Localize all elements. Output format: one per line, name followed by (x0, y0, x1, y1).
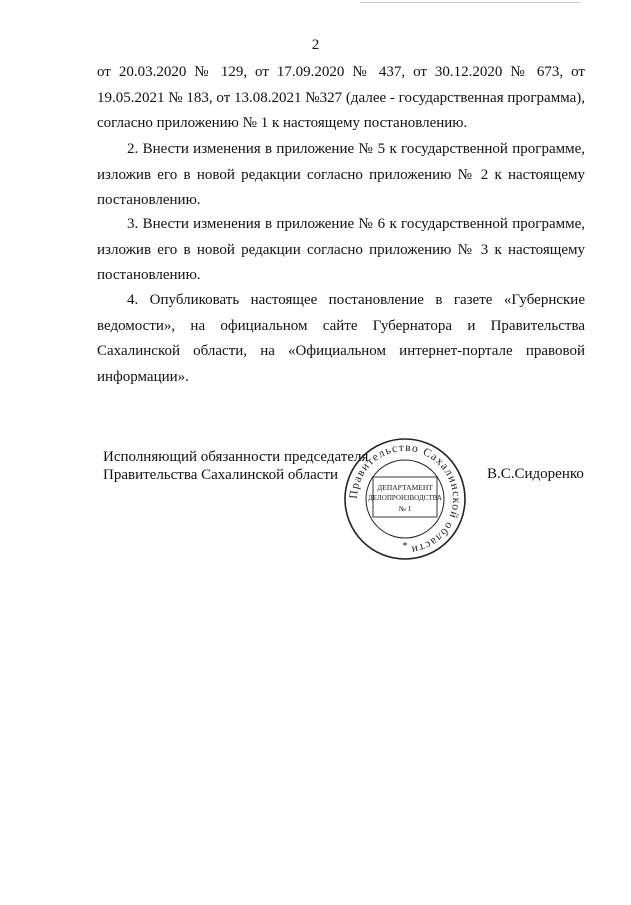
seal-outer-text: Правительство Сахалинской области (347, 441, 463, 556)
seal-inner-line2: ДЕЛОПРОИЗВОДСТВА (368, 494, 442, 502)
signatory-name: В.С.Сидоренко (487, 466, 584, 482)
seal-inner-line3: № 1 (398, 504, 412, 513)
paragraph-item-3: 3. Внести изменения в приложение № 6 к государственной программе, изложив его в новой редакции согласно приложению № 3 к настоящему постановлению. (97, 216, 585, 283)
signatory-position (103, 448, 368, 484)
paragraph-item-4: 4. Опубликовать настоящее постановление в газете «Губернские ведомости», на официальном сайте Губернатора и Правительства Сахалинской области, на «Официальном интернет-портале правовой информации». (97, 292, 585, 385)
page-number: 2 (311, 37, 320, 53)
paragraph-item-2: 2. Внести изменения в приложение № 5 к государственной программе, изложив его в новой редакции согласно приложению № 2 к настоящему постановлению. (97, 141, 585, 208)
official-seal (343, 437, 467, 561)
signatory-position-line1: Исполняющий обязанности председателя (103, 449, 369, 465)
signatory-position-line2: Правительства Сахалинской области (103, 467, 339, 483)
paragraph-continuation: от 20.03.2020 № 129, от 17.09.2020 № 437, от 30.12.2020 № 673, от 19.05.2021 № 183, от 13.08.2021 №327 (далее - государственная программа), согласно приложению № 1 к настоящему постановлению. (97, 64, 585, 131)
seal-star: * (402, 541, 408, 552)
seal-inner-line1: ДЕПАРТАМЕНТ (377, 483, 433, 492)
scan-edge-line (360, 2, 580, 3)
